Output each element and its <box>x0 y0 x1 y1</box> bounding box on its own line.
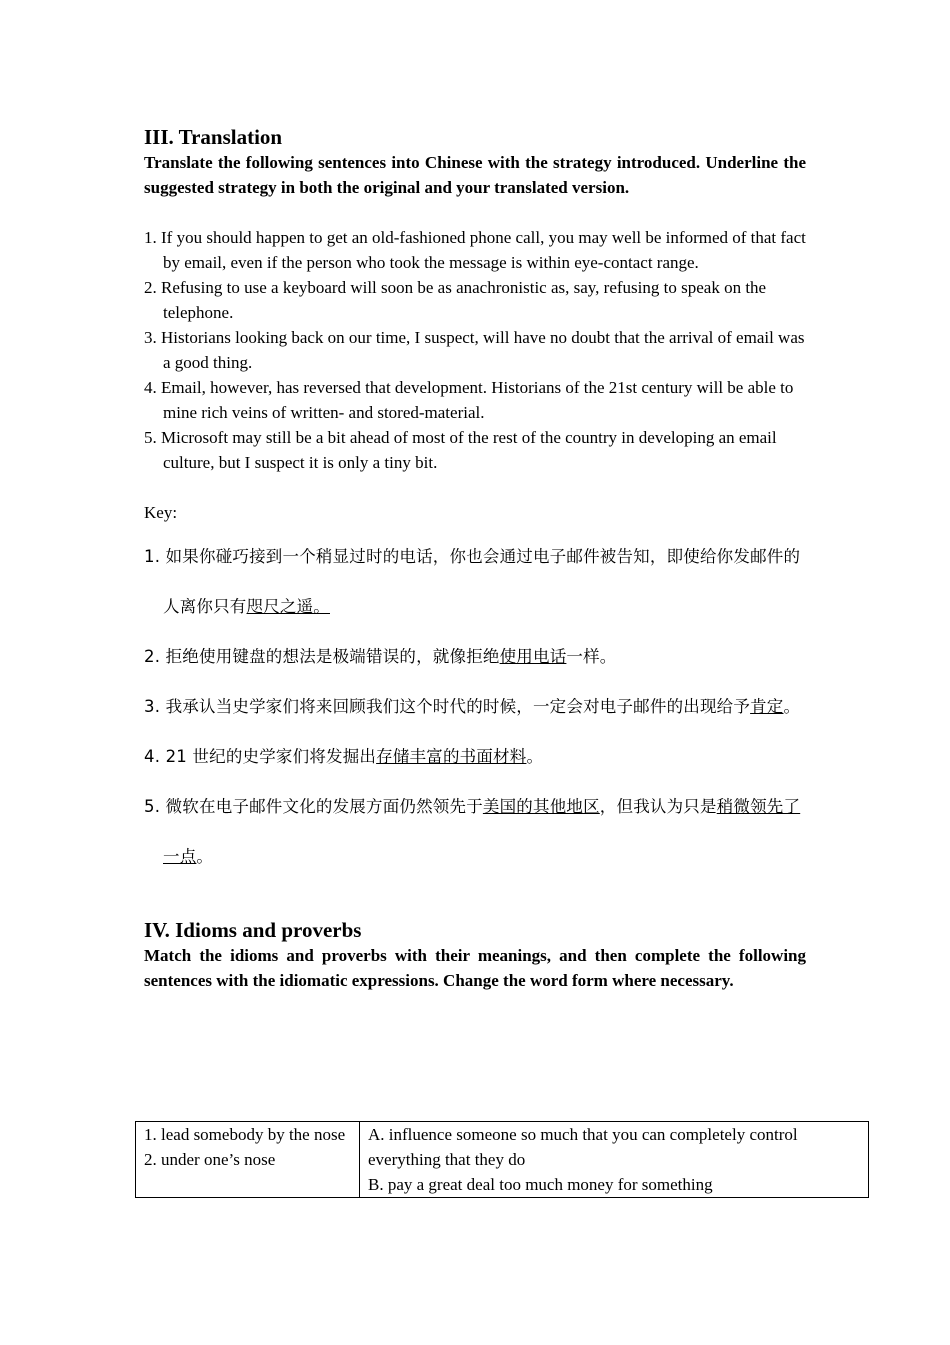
key-4-text: 4. 21 世纪的史学家们将发掘出 <box>144 747 377 766</box>
section-4-instruction: Match the idioms and proverbs with their meanings, and then complete the following sentences with the idiomatic expressions. Change the word form where necessary. <box>144 946 806 990</box>
section-4-heading: IV. Idioms and proverbs <box>144 918 362 942</box>
idioms-table <box>135 1121 869 1198</box>
key-3-text: 3. 我承认当史学家们将来回顾我们这个时代的时候，一定会对电子邮件的出现给予 <box>144 697 751 716</box>
sentence-2: 2. Refusing to use a keyboard will soon be as anachronistic as, say, refusing to speak on the telephone. <box>144 278 767 322</box>
key-5-underlined-2: 稍微领先了一点 <box>163 797 801 866</box>
key-4-after: 。 <box>526 747 544 766</box>
sentence-5: 5. Microsoft may still be a bit ahead of most of the rest of the country in developing an email culture, but I suspect it is only a tiny bit. <box>144 428 777 472</box>
sentence-4: 4. Email, however, has reversed that development. Historians of the 21st century will be able to mine rich veins of written- and stored-material. <box>144 378 794 422</box>
key-1-text: 1. 如果你碰巧接到一个稍显过时的电话，你也会通过电子邮件被告知，即使给你发邮件的人离你只有 <box>144 547 801 616</box>
meaning-a: A. influence someone so much that you can completely control everything that they do <box>368 1125 798 1169</box>
idiom-2: 2. under one’s nose <box>144 1150 276 1169</box>
key-item-2 <box>144 632 806 682</box>
sentence-list <box>144 225 806 475</box>
key-label: Key: <box>144 503 178 522</box>
document-page <box>144 124 806 993</box>
key-5-underlined: 美国的其他地区 <box>482 797 600 816</box>
key-3-after: 。 <box>783 697 801 716</box>
meanings-cell <box>360 1122 869 1198</box>
section-3-instruction: Translate the following sentences into Chinese with the strategy introduced. Underline the suggested strategy in both the original and your translated version. <box>144 153 806 197</box>
section-3-heading: III. Translation <box>144 125 283 149</box>
key-2-underlined: 使用电话 <box>499 647 567 666</box>
sentence-1: 1. If you should happen to get an old-fashioned phone call, you may well be informed of that fact by email, even if the person who took the message is within eye-contact range. <box>144 228 806 272</box>
section-4 <box>144 917 806 993</box>
key-2-after: 一样。 <box>566 647 617 666</box>
key-1-underlined: 咫尺之遥。 <box>246 597 330 616</box>
key-item-4 <box>144 732 806 782</box>
key-list <box>144 532 806 882</box>
key-4-underlined: 存储丰富的书面材料 <box>376 747 527 766</box>
sentence-3: 3. Historians looking back on our time, I suspect, will have no doubt that the arrival of email was a good thing. <box>144 328 805 372</box>
meaning-b: B. pay a great deal too much money for something <box>368 1175 713 1194</box>
key-5-mid: ，但我认为只是 <box>599 797 717 816</box>
key-item-1 <box>144 532 806 632</box>
key-3-underlined: 肯定 <box>750 697 784 716</box>
key-item-3 <box>144 682 806 732</box>
table-row <box>136 1122 869 1198</box>
key-5-after: 。 <box>196 847 214 866</box>
key-5-text: 5. 微软在电子邮件文化的发展方面仍然领先于 <box>144 797 483 816</box>
idioms-cell <box>136 1122 360 1198</box>
key-item-5 <box>144 782 806 882</box>
idiom-1: 1. lead somebody by the nose <box>144 1125 346 1144</box>
key-2-text: 2. 拒绝使用键盘的想法是极端错误的，就像拒绝 <box>144 647 500 666</box>
